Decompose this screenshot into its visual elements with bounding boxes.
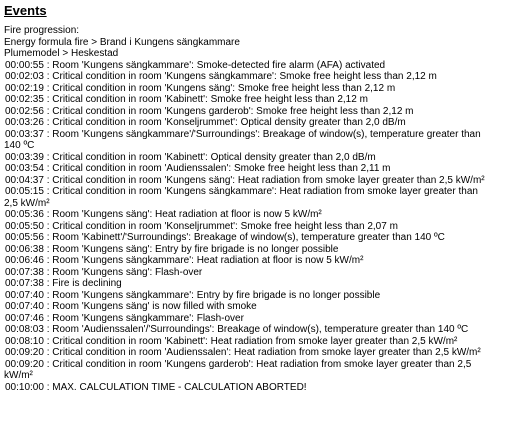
event-entry	[4, 267, 508, 279]
event-entry	[4, 221, 508, 233]
event-log	[4, 60, 508, 394]
event-text: 00:09:20 : Critical condition in room 'Audienssalen': Heat radiation from smoke layer greater than 2,5 kW/m²	[5, 347, 481, 358]
event-entry	[4, 359, 508, 382]
event-text: 00:04:37 : Critical condition in room 'Kungens säng': Heat radiation from smoke layer greater than 2,5 kW/m²	[5, 174, 485, 186]
event-text: 00:02:35 : Critical condition in room 'Kabinett': Smoke free height less than 2,12 m	[5, 94, 368, 105]
event-text: 00:03:26 : Critical condition in room 'Konseljrummet': Optical density greater than 2,0 dB/m	[5, 117, 406, 128]
event-entry	[4, 117, 508, 129]
event-text: 00:05:15 : Critical condition in room 'Kungens sängkammare': Heat radiation from smoke layer greater than	[5, 186, 478, 197]
event-entry	[4, 347, 508, 359]
event-text: 00:03:37 : Room 'Kungens sängkammare'/'Surroundings': Breakage of window(s), temperature greater than	[5, 128, 481, 140]
event-text-continuation: 140 ºC	[4, 140, 35, 151]
event-text: 00:00:55 : Room 'Kungens sängkammare': Smoke-detected fire alarm (AFA) activated	[5, 59, 386, 71]
event-text: 00:02:19 : Critical condition in room 'Kungens säng': Smoke free height less than 2,12 m	[5, 82, 396, 94]
event-entry	[4, 152, 508, 164]
event-text: 00:06:38 : Room 'Kungens säng': Entry by fire brigade is no longer possible	[5, 243, 339, 255]
event-text: 00:07:38 : Fire is declining	[5, 278, 122, 289]
event-entry	[4, 313, 508, 325]
energy-formula-line: Energy formula fire > Brand i Kungens sängkammare	[4, 36, 240, 48]
event-entry	[4, 175, 508, 187]
event-text: 00:03:39 : Critical condition in room 'Kabinett': Optical density greater than 2,0 dB/m	[5, 151, 376, 163]
event-text: 00:07:40 : Room 'Kungens sängkammare': Entry by fire brigade is no longer possible	[5, 289, 381, 301]
event-text: 00:08:10 : Critical condition in room 'Kabinett': Heat radiation from smoke layer greater than 2,5 kW/m²	[5, 335, 458, 347]
event-entry	[4, 382, 508, 394]
event-entry	[4, 232, 508, 244]
event-text: 00:10:00 : MAX. CALCULATION TIME - CALCULATION ABORTED!	[5, 381, 307, 393]
event-text-continuation: 2,5 kW/m²	[4, 197, 50, 209]
event-entry	[4, 129, 508, 152]
event-text: 00:06:46 : Room 'Kungens sängkammare': Heat radiation at floor is now 5 kW/m²	[5, 255, 364, 266]
page-title: Events	[4, 3, 47, 18]
event-entry	[4, 290, 508, 302]
event-text: 00:08:03 : Room 'Audienssalen'/'Surroundings': Breakage of window(s), temperature greater than 140 ºC	[5, 324, 469, 335]
events-report	[4, 2, 508, 393]
event-entry	[4, 209, 508, 221]
event-text: 00:02:03 : Critical condition in room 'Kungens sängkammare': Smoke free height less than 2,12 m	[5, 71, 437, 82]
event-text: 00:05:56 : Room 'Kabinett'/'Surroundings': Breakage of window(s), temperature greater than 140 ºC	[5, 232, 445, 243]
plume-model-line: Plumemodel > Heskestad	[4, 48, 119, 59]
event-entry	[4, 244, 508, 256]
event-entry	[4, 324, 508, 336]
event-text: 00:05:36 : Room 'Kungens säng': Heat radiation at floor is now 5 kW/m²	[5, 209, 322, 220]
event-entry	[4, 94, 508, 106]
event-entry	[4, 336, 508, 348]
event-text: 00:07:38 : Room 'Kungens säng': Flash-over	[5, 266, 203, 278]
event-text: 00:07:40 : Room 'Kungens säng' is now filled with smoke	[5, 301, 257, 312]
event-entry	[4, 255, 508, 267]
event-entry	[4, 83, 508, 95]
fire-progression-label: Fire progression:	[4, 25, 80, 36]
event-text: 00:03:54 : Critical condition in room 'Audienssalen': Smoke free height less than 2,11 m	[5, 163, 391, 174]
event-entry	[4, 60, 508, 72]
event-text: 00:02:56 : Critical condition in room 'Kungens garderob': Smoke free height less than 2,12 m	[5, 105, 414, 117]
event-entry	[4, 186, 508, 209]
event-text: 00:05:50 : Critical condition in room 'Konseljrummet': Smoke free height less than 2,07 m	[5, 220, 398, 232]
event-entry	[4, 278, 508, 290]
event-text: 00:07:46 : Room 'Kungens sängkammare': Flash-over	[5, 312, 244, 324]
event-text: 00:09:20 : Critical condition in room 'Kungens garderob': Heat radiation from smoke layer greater than 2,5	[5, 358, 472, 370]
event-entry	[4, 163, 508, 175]
event-entry	[4, 106, 508, 118]
event-entry	[4, 301, 508, 313]
event-text-continuation: kW/m²	[4, 370, 33, 381]
event-entry	[4, 71, 508, 83]
